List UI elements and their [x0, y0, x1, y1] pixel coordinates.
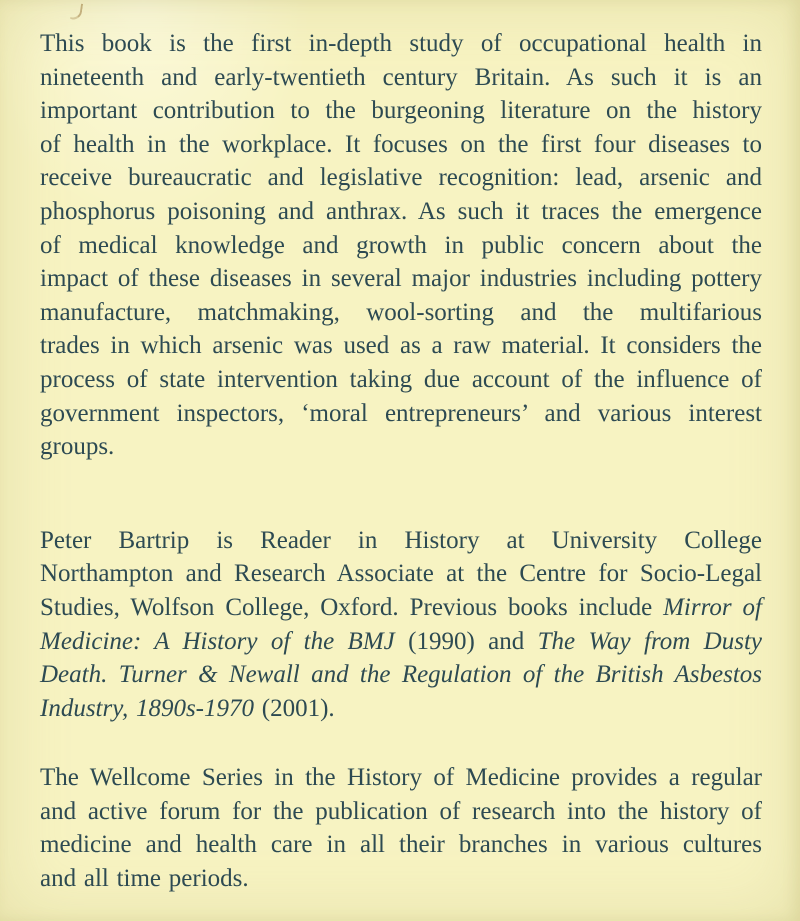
text-segment: Studies, Wolfson College, Oxford. Previous books include [40, 593, 664, 621]
text-line [40, 94, 762, 128]
text-line [40, 296, 762, 330]
book-title-italic: The Way from Dusty [537, 627, 762, 655]
book-title-italic: Medicine: A History of the BMJ [40, 627, 395, 655]
book-title-italic: Mirror of [663, 593, 762, 621]
text-line [40, 262, 762, 296]
text-segment: Peter Bartrip is Reader in History at University College [40, 526, 762, 554]
text-segment: Northampton and Research Associate at the Centre for Socio-Legal [40, 560, 762, 588]
text-line [40, 557, 762, 591]
text-segment: trades in which arsenic was used as a raw material. It considers the [40, 332, 762, 360]
text-segment: and active forum for the publication of research into the history of [40, 797, 762, 825]
text-line [40, 591, 762, 625]
text-line [40, 761, 762, 795]
text-segment: and all time periods. [40, 865, 249, 893]
text-segment: of health in the workplace. It focuses on the first four diseases to [40, 130, 762, 158]
text-line [40, 625, 762, 659]
text-line [40, 862, 762, 896]
text-segment: The Wellcome Series in the History of Medicine provides a regular [40, 764, 762, 792]
book-title-italic: Industry, 1890s-1970 [40, 694, 254, 722]
text-line [40, 524, 762, 558]
cover-paragraphs [40, 27, 762, 896]
text-line [40, 161, 762, 195]
text-segment: process of state intervention taking due account of the influence of [40, 365, 762, 393]
text-line [40, 658, 762, 692]
text-line [40, 430, 762, 464]
text-segment: of medical knowledge and growth in public concern about the [40, 231, 762, 259]
text-line [40, 397, 762, 431]
text-line [40, 363, 762, 397]
text-segment: (1990) and [394, 627, 538, 655]
text-line [40, 828, 762, 862]
text-line [40, 27, 762, 61]
text-line [40, 61, 762, 95]
text-segment: phosphorus poisoning and anthrax. As such it traces the emergence [40, 197, 762, 225]
text-line [40, 128, 762, 162]
text-line [40, 329, 762, 363]
text-segment: medicine and health care in all their branches in various cultures [40, 831, 762, 859]
text-line [40, 229, 762, 263]
text-line [40, 692, 762, 726]
book-title-italic: Death. Turner & Newall and the Regulation of the British Asbestos [40, 661, 762, 689]
text-segment: (2001). [254, 694, 335, 722]
scan-artifact-mark [70, 2, 83, 20]
text-line [40, 795, 762, 829]
text-segment: groups. [40, 433, 115, 461]
paragraph-author-bio [40, 524, 762, 726]
text-segment: receive bureaucratic and legislative recognition: lead, arsenic and [40, 164, 762, 192]
paragraph-series-note [40, 761, 762, 895]
paragraph-synopsis [40, 27, 762, 464]
text-segment: manufacture, matchmaking, wool-sorting and the multifarious [40, 298, 762, 326]
text-segment: government inspectors, ‘moral entrepreneurs’ and various interest [40, 399, 762, 427]
text-segment: nineteenth and early-twentieth century Britain. As such it is an [40, 63, 762, 91]
text-segment: important contribution to the burgeoning literature on the history [40, 97, 762, 125]
text-line [40, 195, 762, 229]
text-segment: This book is the first in-depth study of occupational health in [40, 30, 762, 57]
text-segment: impact of these diseases in several major industries including pottery [40, 265, 762, 293]
